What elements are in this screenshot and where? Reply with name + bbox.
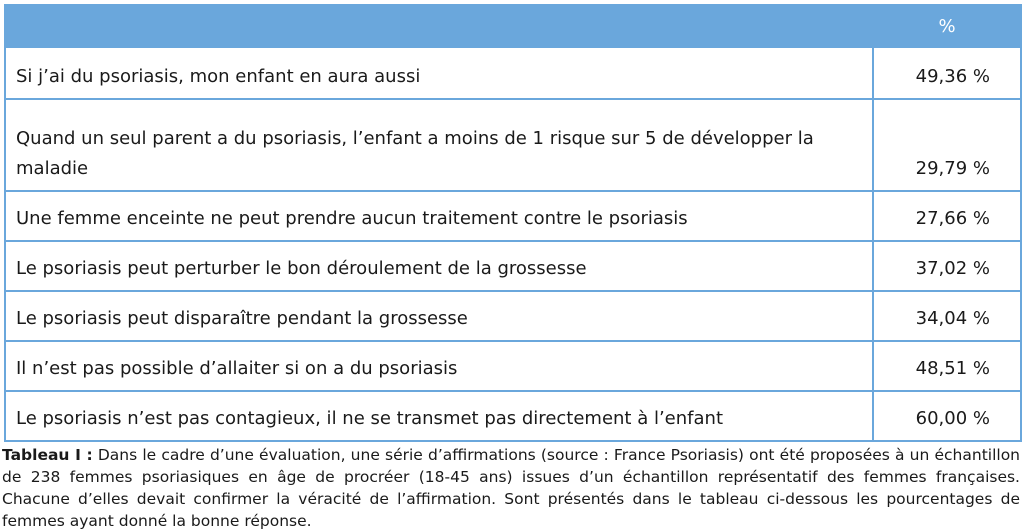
header-statement-cell — [5, 5, 873, 47]
percent-cell: 27,66 % — [873, 191, 1021, 241]
table-header — [5, 5, 1021, 47]
statement-cell: Une femme enceinte ne peut prendre aucun traitement contre le psoriasis — [5, 191, 873, 241]
table-row — [5, 99, 1021, 191]
table-row — [5, 191, 1021, 241]
statement-cell: Le psoriasis peut disparaître pendant la grossesse — [5, 291, 873, 341]
percent-cell: 60,00 % — [873, 391, 1021, 441]
table-row — [5, 291, 1021, 341]
table-caption — [2, 444, 1020, 532]
table-row — [5, 47, 1021, 99]
results-table-container — [4, 4, 1020, 442]
statement-cell: Le psoriasis n’est pas contagieux, il ne se transmet pas directement à l’enfant — [5, 391, 873, 441]
percent-cell: 49,36 % — [873, 47, 1021, 99]
table-body — [5, 47, 1021, 441]
caption-text: Dans le cadre d’une évaluation, une série d’affirmations (source : France Psoriasis) ont été proposées à un échantillon de 238 femmes psoriasiques en âge de procréer (18-45 ans) issues d’un échantillon représentatif des femmes françaises. Chacune d’elles devait confirmer la véracité de l’affirmation. Sont présentés dans le tableau ci-dessous les pourcentages de femmes ayant donné la bonne réponse. — [2, 445, 1021, 530]
statement-cell: Le psoriasis peut perturber le bon déroulement de la grossesse — [5, 241, 873, 291]
table-row — [5, 391, 1021, 441]
statement-cell: Il n’est pas possible d’allaiter si on a du psoriasis — [5, 341, 873, 391]
header-percent-cell: % — [873, 5, 1021, 47]
table-row — [5, 241, 1021, 291]
caption-label: Tableau I : — [2, 445, 93, 464]
results-table — [4, 4, 1022, 442]
statement-cell: Quand un seul parent a du psoriasis, l’enfant a moins de 1 risque sur 5 de développer la maladie — [5, 99, 873, 191]
statement-cell: Si j’ai du psoriasis, mon enfant en aura aussi — [5, 47, 873, 99]
header-row — [5, 5, 1021, 47]
percent-cell: 29,79 % — [873, 99, 1021, 191]
percent-cell: 48,51 % — [873, 341, 1021, 391]
percent-cell: 34,04 % — [873, 291, 1021, 341]
table-row — [5, 341, 1021, 391]
percent-cell: 37,02 % — [873, 241, 1021, 291]
